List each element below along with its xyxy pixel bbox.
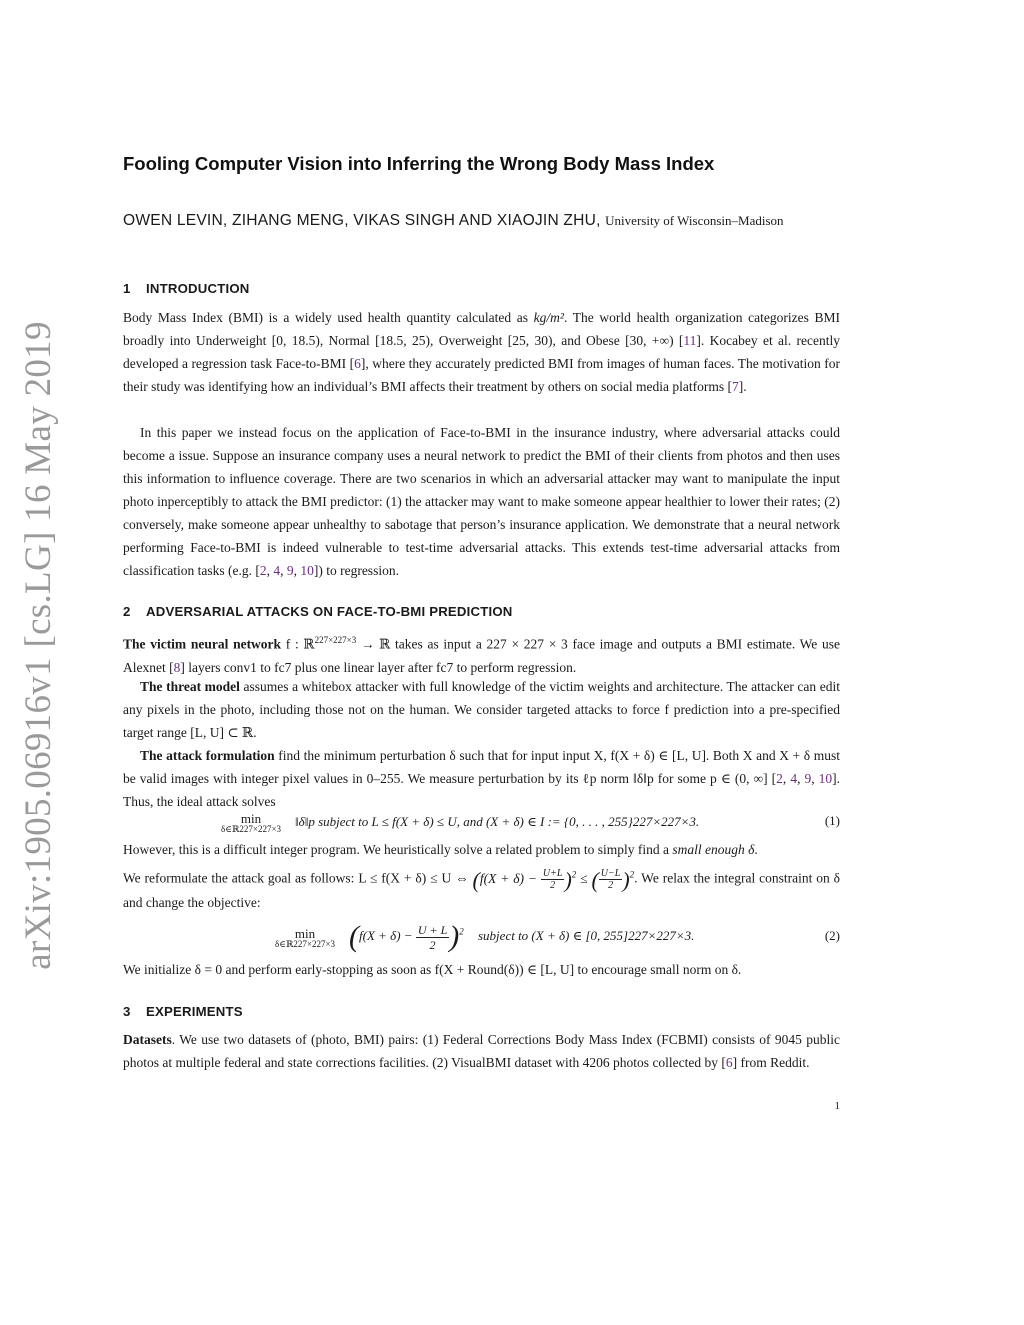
text: . The world health organization categorizes BMI broadly into Underweight [0, 18.5), Normal [18.5, 25), Overweight [25, 30), and Obese [30, +∞) [ xyxy=(123,310,840,348)
equation-number: (1) xyxy=(824,813,840,828)
text: ]) to regression. xyxy=(313,563,399,578)
text: f : ℝ xyxy=(281,636,315,652)
min-operator: min xyxy=(294,926,316,941)
section-title: EXPERIMENTS xyxy=(146,1004,243,1019)
citation-link[interactable]: 2 xyxy=(776,771,783,786)
superscript: 227×227×3 xyxy=(314,635,357,645)
numerator: U + L xyxy=(417,922,448,937)
equation-1-body: ‖δ‖p subject to L ≤ f(X + δ) ≤ U, and (X + δ) ∈ I := {0, . . . , 255}227×227×3. xyxy=(295,814,700,829)
formula: kg/m² xyxy=(533,310,564,325)
text: . We relax the integral constraint on δ and change the objective: xyxy=(123,870,840,910)
equation-number: (2) xyxy=(824,928,840,943)
equation-2-min xyxy=(275,928,335,950)
citation-link[interactable]: 4 xyxy=(790,771,798,786)
paragraph-lead: The victim neural network xyxy=(123,636,282,652)
text: ]. Thus, the ideal attack solves xyxy=(123,771,840,809)
text: Body Mass Index (BMI) is a widely used health quantity calculated as xyxy=(123,310,534,325)
victim-paragraph xyxy=(123,629,840,679)
inline-formula: (f(X + δ) − $\frac{U+L}{2}$ )$^2$ ≤ ( $\frac{U-L}{2}$ )$^2$ xyxy=(472,866,635,892)
text: ], where they accurately predicted BMI from images of human faces. The motivation for their study was identifying how an individual’s BMI affects their treatment by others on social media platforms [ xyxy=(123,356,840,394)
paragraph-lead: The threat model xyxy=(140,679,240,694)
section-number: 2 xyxy=(123,604,131,619)
arxiv-sidebar-stamp xyxy=(14,320,62,970)
citation-link[interactable]: 6 xyxy=(725,1055,733,1070)
numerator: U−L xyxy=(600,867,621,879)
numerator: U+L xyxy=(542,867,563,879)
equation-2 xyxy=(123,918,840,958)
text: In this paper we instead focus on the application of Face-to-BMI in the insurance industry, where adversarial attacks could become a issue. Suppose an insurance company uses a neural network to predict the BMI of their clients from photos and then uses this information to influence coverage. There are two scenarios in which an adversarial attacker may want to manipulate the input photo inperceptibly to attack the BMI predictor: (1) the attacker may want to make someone appear healthier to lower their rates; (2) conversely, make someone appear unhealthy to sabotage that person’s insurance application. We demonstrate that a neural network performing Face-to-BMI is indeed vulnerable to test-time adversarial attacks. This extends test-time adversarial attacks from classification tasks (e.g. [ xyxy=(123,425,840,578)
text: We reformulate the attack goal as follows: L ≤ f(X + δ) ≤ U ⇔ xyxy=(123,870,473,886)
denominator: 2 xyxy=(608,879,614,891)
citation-link[interactable]: 7 xyxy=(732,379,739,394)
section-title: ADVERSARIAL ATTACKS ON FACE-TO-BMI PREDICTION xyxy=(146,604,513,619)
arxiv-identifier: arXiv:1905.06916v1 [cs.LG] 16 May 2019 xyxy=(17,320,59,970)
text: ]. Kocabey et al. recently developed a regression task Face-to-BMI [ xyxy=(123,333,840,371)
section-heading-introduction xyxy=(123,281,250,296)
objective-term: f(X + δ) − xyxy=(359,927,413,943)
text: find the minimum perturbation δ such that for input input X, f(X + δ) ∈ [L, U]. Both X and X + δ must be valid images with integer pixel values in 0–255. We measure perturbation by its ℓp norm ‖δ‖p for some p ∈ (0, ∞] [ xyxy=(123,748,840,786)
equation-1-min xyxy=(221,813,281,835)
authors: OWEN LEVIN, ZIHANG MENG, VIKAS SINGH AND XIAOJIN ZHU, xyxy=(123,212,601,229)
citation-link[interactable]: 11 xyxy=(683,333,697,348)
equation-2-constraint: subject to (X + δ) ∈ [0, 255]227×227×3. xyxy=(478,928,695,943)
section-title: INTRODUCTION xyxy=(146,281,250,296)
min-operator: min xyxy=(240,811,262,826)
paragraph-lead: The attack formulation xyxy=(140,748,275,763)
denominator: 2 xyxy=(550,879,556,891)
affiliation: University of Wisconsin–Madison xyxy=(605,213,784,228)
paper-title: Fooling Computer Vision into Inferring the Wrong Body Mass Index xyxy=(123,153,715,174)
attack-formulation-paragraph: The attack formulation find the minimum perturbation δ such that for input input X, f(X + δ) ∈ [L, U]. Both X and X + δ must be valid images with integer pixel values in 0–255. We measure perturbation by its ℓp norm ‖δ‖p for some p ∈ (0, ∞] [2, 4, 9, 10]. Thus, the ideal attack solves xyxy=(123,748,840,809)
reformulation-paragraph xyxy=(123,863,840,914)
text: . We use two datasets of (photo, BMI) pairs: (1) Federal Corrections Body Mass Index (FCBMI) consists of 9045 public photos at multiple federal and state corrections facilities. (2) VisualBMI dataset with 4206 photos collected by [ xyxy=(123,1032,840,1070)
citation-link[interactable]: 2 xyxy=(259,563,267,578)
section-number: 3 xyxy=(123,1004,131,1019)
initialization-paragraph: We initialize δ = 0 and perform early-stopping as soon as f(X + Round(δ)) ∈ [L, U] to encourage small norm on δ. xyxy=(123,962,742,977)
denominator: 2 xyxy=(429,937,436,952)
page-number: 1 xyxy=(834,1100,840,1112)
datasets-paragraph xyxy=(123,1028,840,1074)
citation-link[interactable]: 4 xyxy=(273,563,281,578)
author-line xyxy=(123,212,843,230)
section-heading-experiments xyxy=(123,1004,243,1019)
citation-link[interactable]: 9 xyxy=(286,563,294,578)
citation-link[interactable]: 10 xyxy=(818,771,833,786)
min-subscript: δ∈ℝ227×227×3 xyxy=(221,824,282,834)
emphasis: small enough δ xyxy=(672,842,755,857)
threat-model-paragraph xyxy=(123,675,840,744)
citation-link[interactable]: 8 xyxy=(173,659,181,675)
section-heading-adversarial-attacks xyxy=(123,604,513,619)
text: ] layers conv1 to fc7 plus one linear layer after fc7 to perform regression. xyxy=(180,659,577,675)
citation-link[interactable]: 6 xyxy=(354,356,361,371)
citation-link[interactable]: 9 xyxy=(804,771,812,786)
section-number: 1 xyxy=(123,281,131,296)
intro-paragraph-1 xyxy=(123,306,840,398)
text: assumes a whitebox attacker with full knowledge of the victim weights and architecture. The attacker can edit any pixels in the photo, including those not on the human. We consider targeted attacks to force f prediction into a pre-specified target range [L, U] ⊂ ℝ. xyxy=(123,679,840,740)
text: ]. xyxy=(738,379,747,394)
citation-link[interactable]: 10 xyxy=(300,563,314,578)
text: However, this is a difficult integer program. We heuristically solve a related problem to simply find a xyxy=(123,842,673,857)
equation-2-objective: (f(X + δ) − $\frac{U + L}{2}$ )$^2$ xyxy=(349,920,464,953)
text: → ℝ takes as input a 227 × 227 × 3 face image and outputs a BMI estimate. We use Alexnet [ xyxy=(123,636,840,675)
fraction xyxy=(599,868,623,891)
fraction xyxy=(541,868,565,891)
text: ] from Reddit. xyxy=(732,1055,810,1070)
min-subscript: δ∈ℝ227×227×3 xyxy=(275,939,336,949)
paragraph-lead: Datasets xyxy=(123,1032,172,1047)
however-paragraph xyxy=(123,838,840,861)
fraction xyxy=(416,923,449,952)
intro-paragraph-2: In this paper we instead focus on the application of Face-to-BMI in the insurance industry, where adversarial attacks could become a issue. Suppose an insurance company uses a neural network to predict the BMI of their clients from photos and then uses this information to influence coverage. There are two scenarios in which an adversarial attacker may want to manipulate the input photo inperceptibly to attack the BMI predictor: (1) the attacker may want to make someone appear healthier to lower their rates; (2) conversely, make someone appear unhealthy to sabotage that person’s insurance application. We demonstrate that a neural network performing Face-to-BMI is indeed vulnerable to test-time adversarial attacks. This extends test-time adversarial attacks from classification tasks (e.g. [2, 4, 9, 10]) to regression. xyxy=(123,425,840,578)
text: . xyxy=(754,842,758,857)
